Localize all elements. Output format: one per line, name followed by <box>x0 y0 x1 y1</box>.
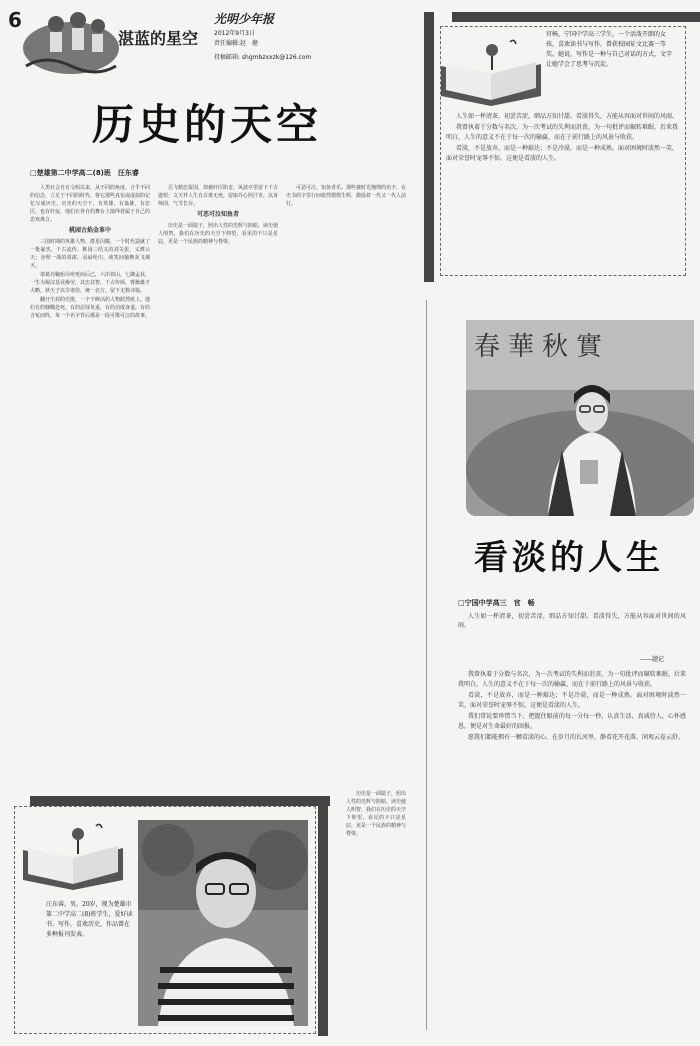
article2-epigraph <box>458 612 686 652</box>
paragraph: 看淡，不是放弃，而是一种豁达；不是冷漠，而是一种成熟。面对困境时淡然一笑，面对荣誉时宠辱不惊，这便是看淡的人生。 <box>446 145 678 162</box>
frame-rule <box>30 796 330 806</box>
article2-byline: □宁国中学高三 官 畅 <box>458 599 535 607</box>
article2-title: 看淡的人生 <box>474 538 664 578</box>
article2-intro-col <box>446 112 678 268</box>
subhead: 可恶可泣知鱼者 <box>196 211 239 218</box>
children-illustration <box>16 6 126 80</box>
column-divider <box>426 300 427 1030</box>
author-bio-guan: 官畅，宁国中学高三学生，一个活泼开朗的女孩，喜欢读书与写作，曾获校园征文比赛一等奖。她说，写作是一种与自己对话的方式，文字让她学会了思考与沉淀。 <box>546 31 673 68</box>
paper-name: 光明少年报 <box>214 12 275 26</box>
paragraph: 看淡，不是放弃，而是一种豁达；不是冷漠，而是一种成熟。面对困境时淡然一笑，面对荣誉时宠辱不惊，这便是看淡的人生。 <box>458 692 686 709</box>
frame-rule <box>318 796 328 1036</box>
paragraph: 人类社会自有文明以来，从不同的角度，合乎不同的信念，立足于不同的时代，将它那些真实或虚拟的记忆写成历史。历史的天空下，有英雄，有枭雄，有忠臣，也有奸佞，他们在各自的舞台上演绎着属于自己的悲欢离合。 <box>30 185 150 223</box>
author-bio-wang: 汪东睿，男，20岁，现为楚雄市第二中学高二(8)班学生，爱好读书、写作，喜欢历史，作品曾在多种报刊发表。 <box>46 901 133 938</box>
article1-col2 <box>158 184 278 784</box>
paragraph: 三国时期的英雄人物，群星闪耀，一个时代造就了一批豪杰，千古流传。桃园三结义的刘关张，义薄云天；赤壁一战的周郎，羽扇纶巾，谈笑间樯橹灰飞烟灭。 <box>30 239 150 269</box>
paragraph: 历史是一面镜子，照出人性的光辉与阴暗。读史使人明智，我们在历史的天空下仰望，看见的不只是星辰，更是一个民族的精神与脊梁。 <box>346 791 406 837</box>
issue-date: 2012年9月3日 <box>214 30 255 37</box>
paragraph: 我们常说要珍惜当下。把握住眼前的每一分每一秒，认真生活，真诚待人，心怀感恩，便是对生命最好的回报。 <box>458 713 686 730</box>
article1-title: 历史的天空 <box>92 100 323 149</box>
paragraph: 历史是一面镜子，照出人性的光辉与阴暗。读史使人明智，我们在历史的天空下仰望，看见的不只是星辰，更是一个民族的精神与脊梁。 <box>158 223 278 245</box>
paragraph: 人生如一杯清茶，初尝苦涩，细品方知甘甜。看淡得失，方能从容面对世间的风雨。 <box>456 113 678 120</box>
subhead: 桃园古焰金革中 <box>68 227 111 234</box>
paragraph: 岳飞精忠报国，却被奸臣陷害，风波亭里留下千古遗恨；文天祥人生自古谁无死，留取丹心照汗青，以身殉国，气节长存。 <box>158 185 278 207</box>
article1-byline: □楚雄第二中学高二(8)班 汪东睿 <box>30 169 139 177</box>
article1-col3 <box>286 184 406 784</box>
article1-col1 <box>30 184 150 784</box>
contribution-email: 投稿邮箱: shgmbzxxzk@126.com <box>214 54 312 61</box>
paragraph: 我曾执着于分数与名次，为一次考试的失利而沮丧，为一句批评而辗转难眠。后来我明白，人生的意义不在于每一次的输赢，而在于前行路上的风景与收获。 <box>446 124 678 141</box>
editor: 责任编辑:赵 健 <box>214 40 259 47</box>
open-book-icon <box>18 820 128 892</box>
photo-sign-text: 春華秋實 <box>474 332 611 362</box>
paragraph: 诸葛亮鞠躬尽瘁死而后已，六出祁山，七擒孟获，一生为蜀汉基业操劳，其忠其智，千古传颂。曹操雄才大略，挟天子以令诸侯，统一北方，留下无数诗篇。 <box>30 272 150 294</box>
open-book-icon <box>436 36 546 108</box>
frame-rule <box>424 12 434 282</box>
author-photo-wang <box>138 820 308 1026</box>
article2-body <box>458 670 686 1034</box>
quote-author: ——题记 <box>640 656 665 663</box>
column-name: 湛蓝的星空 <box>118 29 199 48</box>
paragraph: 我曾执着于分数与名次，为一次考试的失利而沮丧，为一句批评而辗转难眠。后来我明白，人生的意义不在于每一次的输赢，而在于前行路上的风景与收获。 <box>458 671 686 688</box>
paragraph: 人生如一杯清茶，初尝苦涩，细品方知甘甜。看淡得失，方能从容面对世间的风雨。 <box>458 613 686 629</box>
paragraph: 翻开尘封的史册，一个个鲜活的人物跃然纸上。他们有的慷慨赴死，有的忍辱负重，有的功成身退，有的含冤而终，每一个名字背后都是一段可歌可泣的故事。 <box>30 297 150 319</box>
page-number: 6 <box>8 8 22 32</box>
masthead <box>0 0 420 80</box>
paragraph: 愿我们都能拥有一颗看淡的心，在岁月的长河里，静看花开花落，闲观云卷云舒。 <box>468 734 685 741</box>
article1-col4 <box>346 790 406 1030</box>
paragraph: 可恶可泣，知鱼者乐。那些被时光掩埋的名字，在史书的字里行间依然熠熠生辉，激励着一代又一代人前行。 <box>286 185 406 207</box>
frame-rule <box>452 12 700 22</box>
